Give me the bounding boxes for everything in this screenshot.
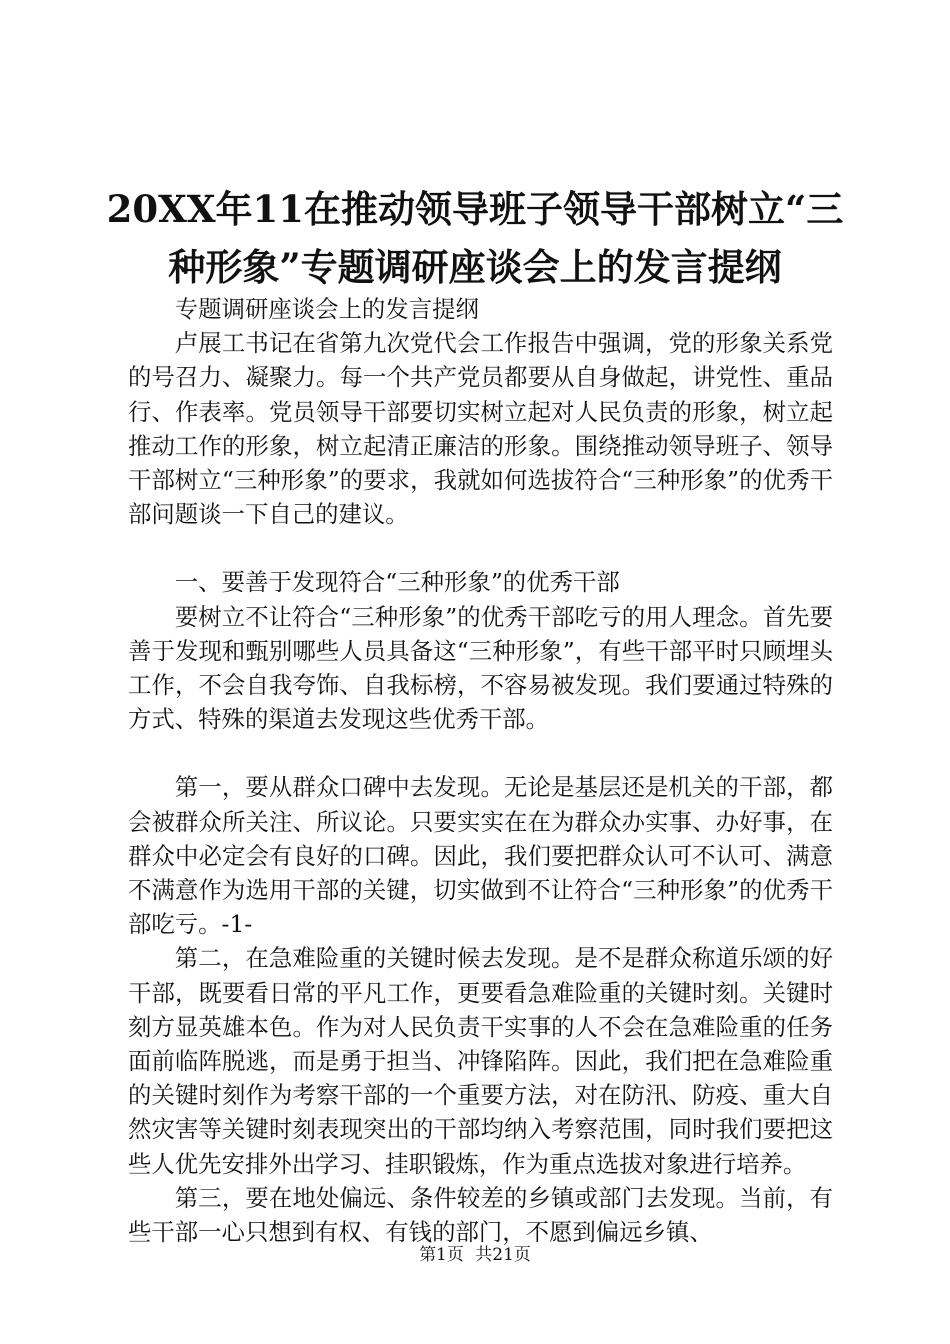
intro-paragraph: 卢展工书记在省第九次党代会工作报告中强调，党的形象关系党的号召力、凝聚力。每一个共产党员都要从自身做起，讲党性、重品行、作表率。党员领导干部要切实树立起对人民负责的形象，树立起推动工作的形象，树立起清正廉洁的形象。围绕推动领导班子、领导干部树立“三种形象”的要求，我就如何选拔符合“三种形象”的优秀干部问题谈一下自己的建议。 xyxy=(128,329,833,529)
page-footer xyxy=(0,1244,950,1266)
body-paragraph: 第三，要在地处偏远、条件较差的乡镇或部门去发现。当前，有些干部一心只想到有权、有钱的部门，不愿到偏远乡镇、 xyxy=(128,1183,833,1247)
document-body xyxy=(128,292,833,1249)
body-paragraph: 第二，在急难险重的关键时候去发现。是不是群众称道乐颂的好干部，既要看日常的平凡工作，更要看急难险重的关键时刻。关键时刻方显英雄本色。作为对人民负责干实事的人不会在急难险重的任务面前临阵脱逃，而是勇于担当、冲锋陷阵。因此，我们把在急难险重的关键时刻作为考察干部的一个重要方法，对在防汛、防疫、重大自然灾害等关键时刻表现突出的干部均纳入考察范围，同时我们要把这些人优先安排外出学习、挂职锻炼，作为重点选拔对象进行培养。 xyxy=(128,944,833,1178)
body-paragraph: 要树立不让符合“三种形象”的优秀干部吃亏的用人理念。首先要善于发现和甄别哪些人员具备这“三种形象”，有些干部平时只顾埋头工作，不会自我夸饰、自我标榜，不容易被发现。我们要通过特殊的方式、特殊的渠道去发现这些优秀干部。 xyxy=(128,602,833,734)
document-title: 20XX年11在推动领导班子领导干部树立“三种形象”专题调研座谈会上的发言提纲 xyxy=(106,187,844,289)
page-number: 第1页 xyxy=(419,1245,464,1265)
page-total: 共21页 xyxy=(475,1245,531,1265)
section-heading: 一、要善于发现符合“三种形象”的优秀干部 xyxy=(174,568,620,597)
body-paragraph: 第一，要从群众口碑中去发现。无论是基层还是机关的干部，都会被群众所关注、所议论。只要实实在在为群众办实事、办好事，在群众中必定会有良好的口碑。因此，我们要把群众认可不认可、满意不满意作为选用干部的关键，切实做到不让符合“三种形象”的优秀干部吃亏。-1- xyxy=(128,773,833,939)
subtitle-paragraph: 专题调研座谈会上的发言提纲 xyxy=(174,295,479,323)
